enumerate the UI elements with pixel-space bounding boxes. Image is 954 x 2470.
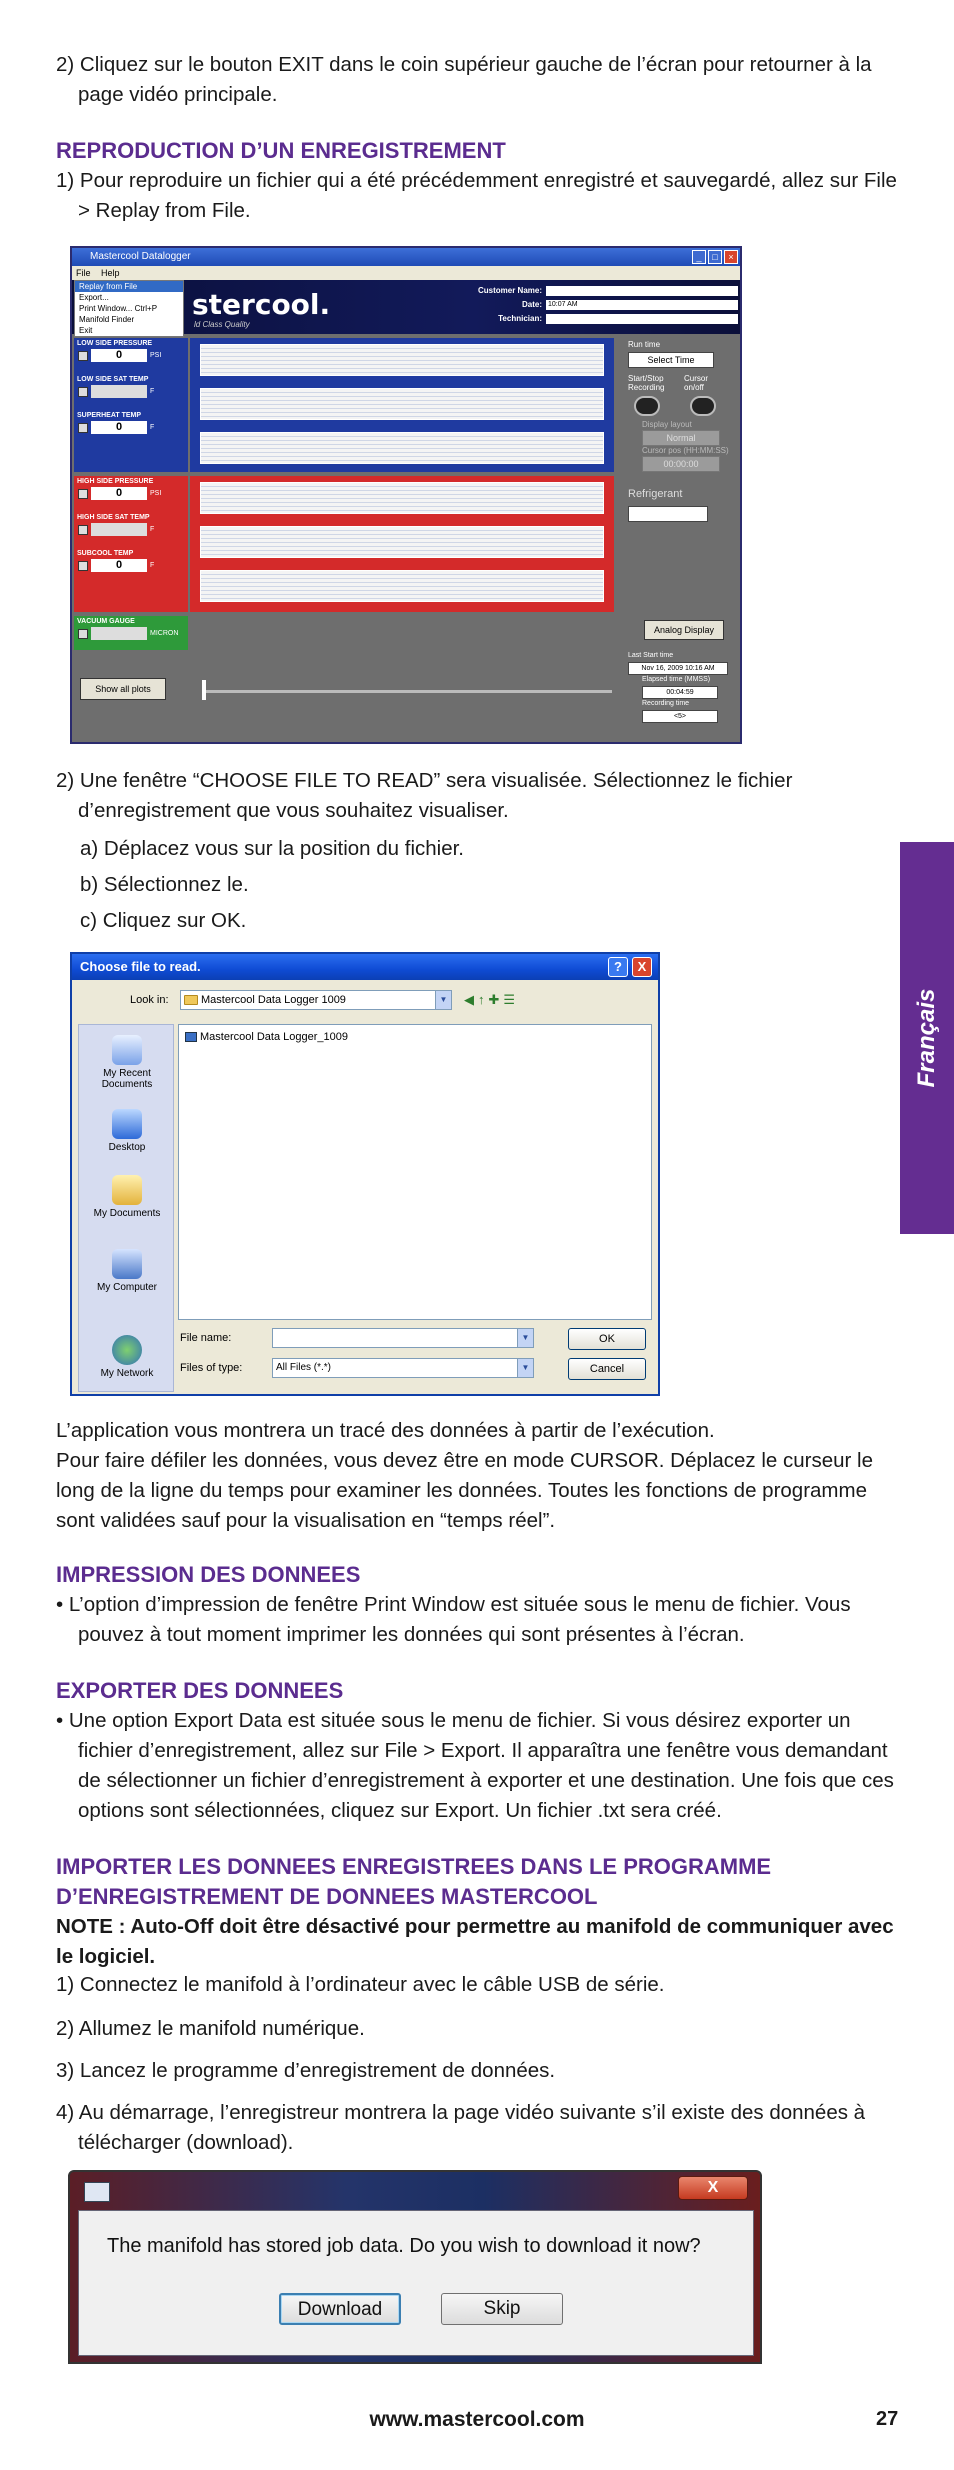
up-folder-icon[interactable]: ↑ <box>478 992 489 1007</box>
place-my-network[interactable] <box>79 1335 175 1379</box>
export-heading: EXPORTER DES DONNEES <box>56 1678 344 1703</box>
gauge-unit: F <box>150 562 155 569</box>
plot-strip <box>200 344 604 376</box>
dialog-toolbar <box>464 992 519 1008</box>
import-step-1: 1) Connectez le manifold à l’ordinateur avec le câble USB de série. <box>56 1973 665 1996</box>
plot-strip <box>200 388 604 420</box>
gauge-checkbox[interactable] <box>78 561 88 571</box>
vacuum-panel <box>74 616 188 650</box>
look-in-dropdown[interactable] <box>180 990 452 1010</box>
gauge-value: 0 <box>91 349 147 362</box>
place-my-computer[interactable] <box>79 1249 175 1293</box>
files-of-type-dropdown[interactable] <box>272 1358 534 1378</box>
menu-item-replay[interactable]: Replay from File <box>75 281 183 292</box>
customer-label: Customer Name: <box>477 286 542 295</box>
gauge-checkbox[interactable] <box>78 525 88 535</box>
cursor-toggle[interactable] <box>690 396 716 416</box>
my-documents-icon <box>112 1175 142 1205</box>
gauge-label: HIGH SIDE PRESSURE <box>77 478 154 485</box>
gauge-label: LOW SIDE PRESSURE <box>77 340 153 347</box>
chevron-down-icon[interactable]: ▼ <box>435 991 451 1009</box>
logo-tagline: ld Class Quality <box>194 320 250 329</box>
language-label: Français <box>913 988 940 1088</box>
recent-documents-icon <box>112 1035 142 1065</box>
menu-help[interactable]: Help <box>101 268 120 278</box>
chevron-down-icon[interactable]: ▼ <box>517 1329 533 1347</box>
file-list-item[interactable] <box>185 1031 348 1043</box>
place-label: My Network <box>100 1368 154 1379</box>
file-list[interactable] <box>178 1024 652 1320</box>
replay-para-1: L’application vous montrera un tracé des données à partir de l’exécution. <box>56 1419 715 1442</box>
skip-button[interactable]: Skip <box>441 2293 563 2325</box>
language-tab <box>900 842 954 1234</box>
files-of-type-value: All Files (*.*) <box>276 1362 332 1373</box>
cancel-button[interactable]: Cancel <box>568 1358 646 1380</box>
replay-step-1: 1) Pour reproduire un fichier qui a été précédemment enregistré et sauvegardé, allez sur File > Replay from File. <box>56 169 897 222</box>
gauge-unit: PSI <box>150 352 162 359</box>
mastercool-logo: stercool. <box>192 288 331 321</box>
recording-time-value: <5> <box>642 710 718 723</box>
show-all-plots-button[interactable]: Show all plots <box>80 678 166 700</box>
export-bullet: • Une option Export Data est située sous le menu de fichier. Si vous désirez exporter un fichier d’enregistrement, allez sur File > Export. Il apparaîtra une fenêtre vous demandant de sélectionner un fichier d’enregistrement à exporter et une destination. Une fois que ces options sont sélectionnées, cliquez sur Export. Un fichier .txt sera créé. <box>56 1709 894 1822</box>
new-folder-icon[interactable]: ✚ <box>488 992 504 1007</box>
date-input[interactable]: 10:07 AM <box>546 300 738 310</box>
high-side-panel <box>74 476 188 612</box>
gauge-value <box>91 523 147 536</box>
folder-icon <box>184 995 198 1005</box>
download-dialog-body <box>78 2210 754 2356</box>
look-in-value: Mastercool Data Logger 1009 <box>201 994 346 1006</box>
menu-file[interactable]: File <box>76 268 91 278</box>
place-recent-documents[interactable] <box>79 1035 175 1090</box>
file-item-label: Mastercool Data Logger_1009 <box>200 1031 348 1043</box>
desktop-icon <box>112 1109 142 1139</box>
recording-time-label: Recording time <box>642 700 690 707</box>
download-message: The manifold has stored job data. Do you wish to download it now? <box>107 2235 701 2257</box>
last-start-value: Nov 16, 2009 10:16 AM <box>628 662 728 675</box>
gauge-value <box>91 627 147 640</box>
import-step-3: 3) Lancez le programme d’enregistrement de données. <box>56 2059 556 2082</box>
gauge-value: 0 <box>91 559 147 572</box>
chevron-down-icon[interactable]: ▼ <box>517 1359 533 1377</box>
place-label: My Computer <box>96 1282 157 1293</box>
high-side-plot <box>190 476 614 612</box>
datalogger-title: Mastercool Datalogger <box>90 251 191 262</box>
menu-item-manifold-finder[interactable]: Manifold Finder <box>79 315 135 324</box>
display-layout-label: Display layout <box>642 420 692 429</box>
gauge-unit: F <box>150 526 155 533</box>
my-computer-icon <box>112 1249 142 1279</box>
print-heading: IMPRESSION DES DONNEES <box>56 1562 361 1587</box>
print-bullet: • L’option d’impression de fenêtre Print Window est située sous le menu de fichier. Vous pouvez à tout moment imprimer les données qui sont présentes à l’écran. <box>56 1593 851 1646</box>
cursor-pos-label: Cursor pos (HH:MM:SS) <box>642 446 729 455</box>
file-name-label: File name: <box>180 1332 232 1344</box>
low-side-plot <box>190 338 614 472</box>
cursor-pos-value: 00:00:00 <box>642 456 720 472</box>
plot-strip <box>200 482 604 514</box>
file-menu-dropdown <box>74 280 184 337</box>
view-menu-icon[interactable]: ☰ <box>503 992 520 1007</box>
my-network-icon <box>112 1335 142 1365</box>
record-toggle[interactable] <box>634 396 660 416</box>
replay-sub-c: c) Cliquez sur OK. <box>80 909 247 932</box>
gauge-label: VACUUM GAUGE <box>77 618 135 625</box>
back-icon[interactable]: ◀ <box>464 992 478 1007</box>
gauge-checkbox[interactable] <box>78 351 88 361</box>
replay-para-2: Pour faire défiler les données, vous devez être en mode CURSOR. Déplacez le curseur le long de la ligne du temps pour examiner les données. Toutes les fonctions de programme sont validées sauf pour la visualisation en “temps réel”. <box>56 1449 873 1532</box>
plot-strip <box>200 570 604 602</box>
dialog-title-bar <box>72 954 658 980</box>
last-start-label: Last Start time <box>628 652 674 659</box>
customer-input[interactable] <box>546 286 738 296</box>
replay-sub-a: a) Déplacez vous sur la position du fichier. <box>80 837 465 860</box>
gauge-value: 0 <box>91 487 147 500</box>
gauge-unit: PSI <box>150 490 162 497</box>
gauge-value: 0 <box>91 421 147 434</box>
refrigerant-input[interactable] <box>628 506 708 522</box>
place-label: My Documents <box>93 1208 161 1219</box>
elapsed-label: Elapsed time (MMSS) <box>642 676 711 683</box>
ok-button[interactable]: OK <box>568 1328 646 1350</box>
gauge-checkbox[interactable] <box>78 489 88 499</box>
technician-label: Technician: <box>498 314 542 323</box>
date-label: Date: <box>521 300 542 309</box>
import-heading-1: IMPORTER LES DONNEES ENREGISTREES DANS LE PROGRAMME <box>56 1854 772 1879</box>
close-icon[interactable]: × <box>724 250 738 264</box>
gauge-checkbox[interactable] <box>78 387 88 397</box>
gauge-label: SUBCOOL TEMP <box>77 550 134 557</box>
plot-strip <box>200 432 604 464</box>
refrigerant-label: Refrigerant <box>628 488 683 500</box>
menu-item-print[interactable]: Print Window... Ctrl+P <box>79 304 158 313</box>
file-icon <box>185 1032 197 1042</box>
low-side-panel <box>74 338 188 472</box>
close-icon[interactable]: X <box>632 957 652 977</box>
app-icon <box>84 2182 110 2202</box>
replay-heading: REPRODUCTION D’UN ENREGISTREMENT <box>56 138 506 163</box>
choose-file-dialog <box>70 952 660 1396</box>
place-my-documents[interactable] <box>79 1175 175 1219</box>
technician-input[interactable] <box>546 314 738 324</box>
analog-display-button[interactable]: Analog Display <box>644 620 724 640</box>
datalogger-menu-bar <box>72 266 740 280</box>
place-label: Desktop <box>108 1142 146 1153</box>
look-in-label: Look in: <box>130 994 169 1006</box>
download-button[interactable]: Download <box>279 2293 401 2325</box>
import-step-2: 2) Allumez le manifold numérique. <box>56 2017 365 2040</box>
footer-url: www.mastercool.com <box>369 2408 585 2431</box>
gauge-checkbox[interactable] <box>78 423 88 433</box>
place-desktop[interactable] <box>79 1109 175 1153</box>
page-number: 27 <box>876 2408 899 2430</box>
download-dialog <box>68 2170 762 2364</box>
replay-step-2: 2) Une fenêtre “CHOOSE FILE TO READ” sera visualisée. Sélectionnez le fichier d’enregistrement que vous souhaitez visualiser. <box>56 769 793 822</box>
plot-strip <box>200 526 604 558</box>
place-label: My Recent Documents <box>101 1068 153 1090</box>
select-time-dropdown[interactable]: Select Time <box>628 352 714 368</box>
help-icon[interactable]: ? <box>608 957 628 977</box>
close-icon[interactable]: X <box>678 2176 748 2200</box>
import-note: NOTE : Auto-Off doit être désactivé pour permettre au manifold de communiquer avec le logiciel. <box>56 1915 894 1968</box>
minimize-icon[interactable]: _ <box>692 250 706 264</box>
timeline-cursor-handle[interactable] <box>202 680 206 700</box>
gauge-unit: F <box>150 388 155 395</box>
display-layout-dropdown[interactable]: Normal <box>642 430 720 446</box>
run-time-label: Run time <box>628 340 661 349</box>
datalogger-screenshot <box>70 246 742 744</box>
gauge-checkbox[interactable] <box>78 629 88 639</box>
replay-sub-b: b) Sélectionnez le. <box>80 873 249 896</box>
dialog-title: Choose file to read. <box>80 959 201 974</box>
cursor-label: Cursor on/off <box>684 374 709 392</box>
import-step-4: 4) Au démarrage, l’enregistreur montrera la page vidéo suivante s’il existe des données à télécharger (download). <box>56 2101 866 2154</box>
gauge-label: LOW SIDE SAT TEMP <box>77 376 149 383</box>
menu-item-exit[interactable]: Exit <box>79 326 93 335</box>
gauge-value <box>91 385 147 398</box>
elapsed-value: 00:04:59 <box>642 686 718 699</box>
start-stop-label: Start/Stop Recording <box>628 374 665 392</box>
maximize-icon[interactable]: □ <box>708 250 722 264</box>
menu-item-export[interactable]: Export... <box>79 293 109 302</box>
step-exit: 2) Cliquez sur le bouton EXIT dans le coin supérieur gauche de l’écran pour retourner à la page vidéo principale. <box>56 53 872 106</box>
gauge-unit: F <box>150 424 155 431</box>
files-of-type-label: Files of type: <box>180 1362 243 1374</box>
gauge-unit: MICRON <box>150 630 179 637</box>
gauge-label: HIGH SIDE SAT TEMP <box>77 514 150 521</box>
file-name-input[interactable] <box>272 1328 534 1348</box>
timeline-track[interactable] <box>202 690 612 693</box>
gauge-label: SUPERHEAT TEMP <box>77 412 142 419</box>
datalogger-title-bar <box>72 248 740 266</box>
places-bar <box>78 1024 174 1392</box>
import-heading-2: D’ENREGISTREMENT DE DONNEES MASTERCOOL <box>56 1884 598 1909</box>
